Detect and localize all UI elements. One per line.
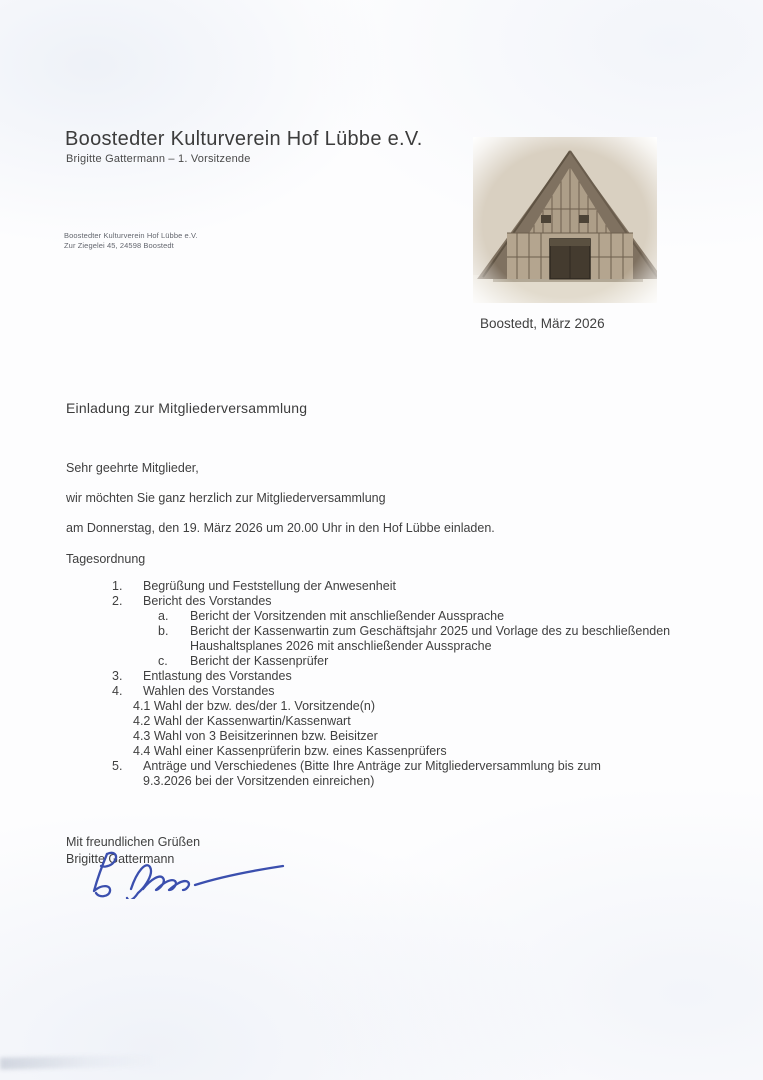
agenda-item-2b-letter: b. [158, 624, 169, 638]
signature-ink [85, 847, 290, 899]
closing-name: Brigitte Gattermann [66, 852, 175, 866]
agenda-item-1 [112, 579, 712, 594]
handwritten-signature [85, 847, 290, 899]
agenda-item-2-text: Bericht des Vorstandes [143, 594, 272, 608]
agenda-item-1-text: Begrüßung und Feststellung der Anwesenheit [143, 579, 396, 593]
agenda-item-2c [158, 654, 712, 669]
agenda-item-3-number: 3. [112, 669, 123, 683]
intro-line-2: am Donnerstag, den 19. März 2026 um 20.00 Uhr in den Hof Lübbe einladen. [66, 521, 495, 535]
farmhouse-photo [473, 137, 657, 303]
agenda-item-4-number: 4. [112, 684, 123, 698]
agenda-item-4-text: Wahlen des Vorstandes [143, 684, 275, 698]
agenda-item-5-number: 5. [112, 759, 123, 773]
agenda-item-1-number: 1. [112, 579, 123, 593]
place-and-date: Boostedt, März 2026 [480, 316, 605, 331]
agenda-item-4-2: 4.2 Wahl der Kassenwartin/Kassenwart [133, 714, 351, 728]
agenda-list [112, 579, 712, 789]
agenda-item-3 [112, 669, 712, 684]
intro-line-1: wir möchten Sie ganz herzlich zur Mitgliederversammlung [66, 491, 386, 505]
agenda-item-5-text: Anträge und Verschiedenes (Bitte Ihre Anträge zur Mitgliederversammlung bis zum 9.3.2026 bei der Vorsitzenden einreichen) [143, 759, 601, 788]
agenda-item-2a [158, 609, 712, 624]
agenda-item-2a-letter: a. [158, 609, 169, 623]
agenda-item-4-3: 4.3 Wahl von 3 Beisitzerinnen bzw. Beisitzer [133, 729, 378, 743]
agenda-item-2a-text: Bericht der Vorsitzenden mit anschließender Aussprache [190, 609, 505, 623]
subject-line: Einladung zur Mitgliederversammlung [66, 400, 308, 416]
agenda-title: Tagesordnung [66, 552, 146, 566]
agenda-item-2b [158, 624, 712, 654]
agenda-item-2c-letter: c. [158, 654, 168, 668]
farmhouse-photo-graphic [473, 137, 657, 303]
agenda-item-4 [112, 684, 712, 699]
sender-line-2: Zur Ziegelei 45, 24598 Boostedt [64, 241, 174, 250]
sender-line-1: Boostedter Kulturverein Hof Lübbe e.V. [64, 231, 198, 240]
sender-address-block [64, 231, 198, 251]
agenda-item-4-1: 4.1 Wahl der bzw. des/der 1. Vorsitzende(n) [133, 699, 376, 713]
org-subtitle: Brigitte Gattermann – 1. Vorsitzende [66, 153, 251, 165]
closing-greeting: Mit freundlichen Grüßen [66, 835, 201, 849]
agenda-item-2 [112, 594, 712, 609]
agenda-item-5 [112, 759, 712, 789]
agenda-item-2c-text: Bericht der Kassenprüfer [190, 654, 329, 668]
salutation: Sehr geehrte Mitglieder, [66, 461, 199, 475]
agenda-item-3-text: Entlastung des Vorstandes [143, 669, 292, 683]
agenda-item-2b-text: Bericht der Kassenwartin zum Geschäftsjahr 2025 und Vorlage des zu beschließenden Haushaltsplanes 2026 mit anschließender Aussprache [190, 624, 671, 653]
scan-edge-smudge [0, 1054, 160, 1069]
agenda-item-4-4: 4.4 Wahl einer Kassenprüferin bzw. eines Kassenprüfers [133, 744, 447, 758]
org-name: Boostedter Kulturverein Hof Lübbe e.V. [65, 128, 423, 150]
agenda-item-2-number: 2. [112, 594, 123, 608]
